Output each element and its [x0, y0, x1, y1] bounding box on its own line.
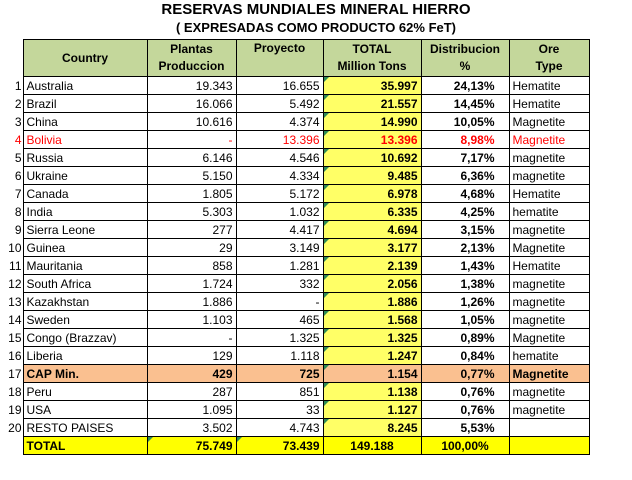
proyecto-cell[interactable]: 33: [236, 401, 323, 419]
header-row: [0, 40, 589, 77]
plantas-cell[interactable]: 277: [147, 221, 236, 239]
ore-type-header[interactable]: [509, 40, 589, 77]
proyecto-header[interactable]: [236, 40, 323, 77]
table-row: [0, 131, 589, 149]
ore-type-cell[interactable]: magnetite: [509, 275, 589, 293]
proyecto-cell[interactable]: 851: [236, 383, 323, 401]
country-header-label: Country: [62, 50, 108, 65]
proyecto-cell[interactable]: -: [236, 293, 323, 311]
distribucion-cell[interactable]: 5,53%: [421, 419, 509, 437]
row-index: 2: [14, 96, 22, 111]
row-index: 13: [8, 294, 22, 309]
country-cell[interactable]: Mauritania: [23, 257, 147, 275]
proyecto-cell[interactable]: 4.743: [236, 419, 323, 437]
proyecto-cell[interactable]: 3.149: [236, 239, 323, 257]
reserves-table: [0, 39, 590, 455]
proyecto-cell[interactable]: 13.396: [236, 131, 323, 149]
proyecto-cell[interactable]: 332: [236, 275, 323, 293]
proyecto-cell[interactable]: 465: [236, 311, 323, 329]
ore-type-header-line2: Type: [535, 59, 563, 73]
table-row: [0, 401, 589, 419]
row-index: 15: [8, 330, 22, 345]
table-row: [0, 365, 589, 383]
plantas-cell[interactable]: 1.095: [147, 401, 236, 419]
country-cell[interactable]: Liberia: [23, 347, 147, 365]
total-cell[interactable]: 9.485: [323, 167, 421, 185]
country-cell[interactable]: Ukraine: [23, 167, 147, 185]
table-row: [0, 185, 589, 203]
country-cell[interactable]: Congo (Brazzav): [23, 329, 147, 347]
row-index: 12: [8, 276, 22, 291]
table-row: [0, 419, 589, 437]
plantas-cell[interactable]: 3.502: [147, 419, 236, 437]
plantas-cell[interactable]: -: [147, 329, 236, 347]
ore-type-cell[interactable]: hematite: [509, 203, 589, 221]
distribucion-cell[interactable]: 6,36%: [421, 167, 509, 185]
row-index: 7: [14, 186, 22, 201]
table-row: [0, 167, 589, 185]
ore-type-cell[interactable]: magnetite: [509, 311, 589, 329]
table-row: [0, 113, 589, 131]
total-cell[interactable]: 8.245: [323, 419, 421, 437]
table-row: [0, 347, 589, 365]
plantas-cell[interactable]: 1.724: [147, 275, 236, 293]
country-cell[interactable]: Bolivia: [23, 131, 147, 149]
plantas-cell[interactable]: 29: [147, 239, 236, 257]
plantas-cell[interactable]: 129: [147, 347, 236, 365]
country-cell[interactable]: Canada: [23, 185, 147, 203]
row-index: 8: [14, 204, 22, 219]
plantas-cell[interactable]: 10.616: [147, 113, 236, 131]
distribucion-cell[interactable]: 0,77%: [421, 365, 509, 383]
distribucion-cell[interactable]: 2,13%: [421, 239, 509, 257]
distribucion-cell[interactable]: 4,25%: [421, 203, 509, 221]
row-index: 10: [8, 240, 22, 255]
proyecto-cell[interactable]: 1.032: [236, 203, 323, 221]
ore-type-cell[interactable]: magnetite: [509, 293, 589, 311]
table-row: [0, 239, 589, 257]
total-label-cell[interactable]: TOTAL: [23, 437, 147, 455]
total-dist-cell[interactable]: 100,00%: [421, 437, 509, 455]
total-row: [0, 437, 589, 455]
row-number-header: [0, 40, 23, 77]
ore-type-cell[interactable]: Hematite: [509, 257, 589, 275]
total-header-line1: TOTAL: [352, 42, 392, 56]
row-index: 9: [14, 222, 22, 237]
plantas-cell[interactable]: 287: [147, 383, 236, 401]
country-cell[interactable]: Kazakhstan: [23, 293, 147, 311]
total-total-cell[interactable]: 149.188: [323, 437, 421, 455]
total-cell[interactable]: 6.335: [323, 203, 421, 221]
ore-type-cell[interactable]: magnetite: [509, 383, 589, 401]
country-cell[interactable]: Sierra Leone: [23, 221, 147, 239]
plantas-header[interactable]: [147, 40, 236, 77]
proyecto-cell[interactable]: 16.655: [236, 77, 323, 95]
ore-type-cell[interactable]: magnetite: [509, 401, 589, 419]
country-cell[interactable]: Peru: [23, 383, 147, 401]
plantas-cell[interactable]: 16.066: [147, 95, 236, 113]
ore-type-cell[interactable]: Magnetite: [509, 239, 589, 257]
distribucion-cell[interactable]: 1,26%: [421, 293, 509, 311]
ore-type-cell[interactable]: Magnetite: [509, 131, 589, 149]
row-index: 14: [8, 312, 22, 327]
country-cell[interactable]: Australia: [23, 77, 147, 95]
proyecto-cell[interactable]: 5.492: [236, 95, 323, 113]
table-row: [0, 149, 589, 167]
sheet-subtitle: ( EXPRESADAS COMO PRODUCTO 62% FeT): [175, 20, 457, 35]
distribucion-cell[interactable]: 0,89%: [421, 329, 509, 347]
plantas-cell[interactable]: 5.303: [147, 203, 236, 221]
distribucion-cell[interactable]: 0,76%: [421, 401, 509, 419]
row-index: 16: [8, 348, 22, 363]
plantas-cell[interactable]: 858: [147, 257, 236, 275]
ore-type-cell[interactable]: magnetite: [509, 149, 589, 167]
country-cell[interactable]: South Africa: [23, 275, 147, 293]
total-cell[interactable]: 13.396: [323, 131, 421, 149]
proyecto-cell[interactable]: 1.325: [236, 329, 323, 347]
country-cell[interactable]: RESTO PAISES: [23, 419, 147, 437]
proyecto-cell[interactable]: 5.172: [236, 185, 323, 203]
table-body: [0, 77, 589, 437]
total-cell[interactable]: 1.154: [323, 365, 421, 383]
table-row: [0, 311, 589, 329]
country-cell[interactable]: Guinea: [23, 239, 147, 257]
total-cell[interactable]: 2.139: [323, 257, 421, 275]
total-cell[interactable]: 1.247: [323, 347, 421, 365]
total-cell[interactable]: 14.990: [323, 113, 421, 131]
row-index: 1: [14, 78, 22, 93]
ore-type-cell[interactable]: [509, 419, 589, 437]
table-row: [0, 383, 589, 401]
total-plantas-cell[interactable]: 75.749: [147, 437, 236, 455]
distribucion-header-line1: Distribucion: [429, 42, 500, 56]
distribucion-header-line2: %: [459, 59, 471, 73]
table-row: [0, 203, 589, 221]
row-index: 6: [14, 168, 22, 183]
row-index: 4: [14, 132, 22, 147]
country-header[interactable]: [23, 40, 147, 77]
distribucion-cell[interactable]: 24,13%: [421, 77, 509, 95]
ore-type-cell[interactable]: Magnetite: [509, 113, 589, 131]
distribucion-cell[interactable]: 8,98%: [421, 131, 509, 149]
distribucion-cell[interactable]: 0,84%: [421, 347, 509, 365]
country-cell[interactable]: Russia: [23, 149, 147, 167]
proyecto-cell[interactable]: 4.334: [236, 167, 323, 185]
distribucion-cell[interactable]: 0,76%: [421, 383, 509, 401]
total-cell[interactable]: 4.694: [323, 221, 421, 239]
plantas-cell[interactable]: 1.886: [147, 293, 236, 311]
proyecto-cell[interactable]: 4.546: [236, 149, 323, 167]
total-cell[interactable]: 1.886: [323, 293, 421, 311]
ore-type-cell[interactable]: Hematite: [509, 185, 589, 203]
ore-type-cell[interactable]: magnetite: [509, 167, 589, 185]
ore-type-cell[interactable]: Magnetite: [509, 329, 589, 347]
row-index: 3: [14, 114, 22, 129]
total-cell[interactable]: 2.056: [323, 275, 421, 293]
total-row-index: [0, 437, 23, 455]
country-cell[interactable]: India: [23, 203, 147, 221]
proyecto-cell[interactable]: 4.417: [236, 221, 323, 239]
row-index: 5: [14, 150, 22, 165]
country-cell[interactable]: USA: [23, 401, 147, 419]
proyecto-cell[interactable]: 4.374: [236, 113, 323, 131]
plantas-cell[interactable]: 429: [147, 365, 236, 383]
proyecto-cell[interactable]: 1.281: [236, 257, 323, 275]
table-row: [0, 275, 589, 293]
table-row: [0, 221, 589, 239]
row-index: 18: [8, 384, 22, 399]
plantas-cell[interactable]: 1.805: [147, 185, 236, 203]
row-index: 19: [8, 402, 22, 417]
ore-type-cell[interactable]: Magnetite: [509, 365, 589, 383]
total-cell[interactable]: 3.177: [323, 239, 421, 257]
ore-type-cell[interactable]: magnetite: [509, 221, 589, 239]
total-cell[interactable]: 1.138: [323, 383, 421, 401]
country-cell[interactable]: Brazil: [23, 95, 147, 113]
proyecto-header-label: Proyecto: [253, 41, 306, 55]
plantas-cell[interactable]: 1.103: [147, 311, 236, 329]
total-cell[interactable]: 1.127: [323, 401, 421, 419]
row-index: 11: [9, 258, 22, 273]
distribucion-cell[interactable]: 7,17%: [421, 149, 509, 167]
distribucion-cell[interactable]: 14,45%: [421, 95, 509, 113]
plantas-cell[interactable]: 5.150: [147, 167, 236, 185]
proyecto-cell[interactable]: 1.118: [236, 347, 323, 365]
plantas-header-line2: Produccion: [158, 59, 225, 73]
total-cell[interactable]: 1.325: [323, 329, 421, 347]
plantas-cell[interactable]: -: [147, 131, 236, 149]
plantas-cell[interactable]: 6.146: [147, 149, 236, 167]
distribucion-cell[interactable]: 4,68%: [421, 185, 509, 203]
distribucion-cell[interactable]: 1,38%: [421, 275, 509, 293]
table-row: [0, 95, 589, 113]
distribucion-cell[interactable]: 3,15%: [421, 221, 509, 239]
total-cell[interactable]: 1.568: [323, 311, 421, 329]
ore-type-cell[interactable]: Hematite: [509, 95, 589, 113]
row-index: 20: [8, 420, 22, 435]
total-cell[interactable]: 10.692: [323, 149, 421, 167]
ore-type-cell[interactable]: hematite: [509, 347, 589, 365]
table-row: [0, 293, 589, 311]
country-cell[interactable]: Sweden: [23, 311, 147, 329]
ore-type-header-line1: Ore: [538, 42, 560, 56]
total-type-cell[interactable]: [509, 437, 589, 455]
proyecto-cell[interactable]: 725: [236, 365, 323, 383]
total-proyecto-cell[interactable]: 73.439: [236, 437, 323, 455]
distribucion-cell[interactable]: 10,05%: [421, 113, 509, 131]
distribucion-header[interactable]: [421, 40, 509, 77]
total-header[interactable]: [323, 40, 421, 77]
total-header-line2: Million Tons: [337, 59, 407, 73]
row-index: 17: [0, 365, 23, 383]
table-row: [0, 329, 589, 347]
distribucion-cell[interactable]: 1,05%: [421, 311, 509, 329]
distribucion-cell[interactable]: 1,43%: [421, 257, 509, 275]
total-cell[interactable]: 35.997: [323, 77, 421, 95]
country-cell[interactable]: CAP Min.: [23, 365, 147, 383]
total-cell[interactable]: 6.978: [323, 185, 421, 203]
table-row: [0, 257, 589, 275]
ore-type-cell[interactable]: Hematite: [509, 77, 589, 95]
plantas-cell[interactable]: 19.343: [147, 77, 236, 95]
sheet-title: RESERVAS MUNDIALES MINERAL HIERRO: [161, 1, 471, 18]
total-cell[interactable]: 21.557: [323, 95, 421, 113]
plantas-header-line1: Plantas: [170, 42, 213, 56]
country-cell[interactable]: China: [23, 113, 147, 131]
table-row: [0, 77, 589, 95]
